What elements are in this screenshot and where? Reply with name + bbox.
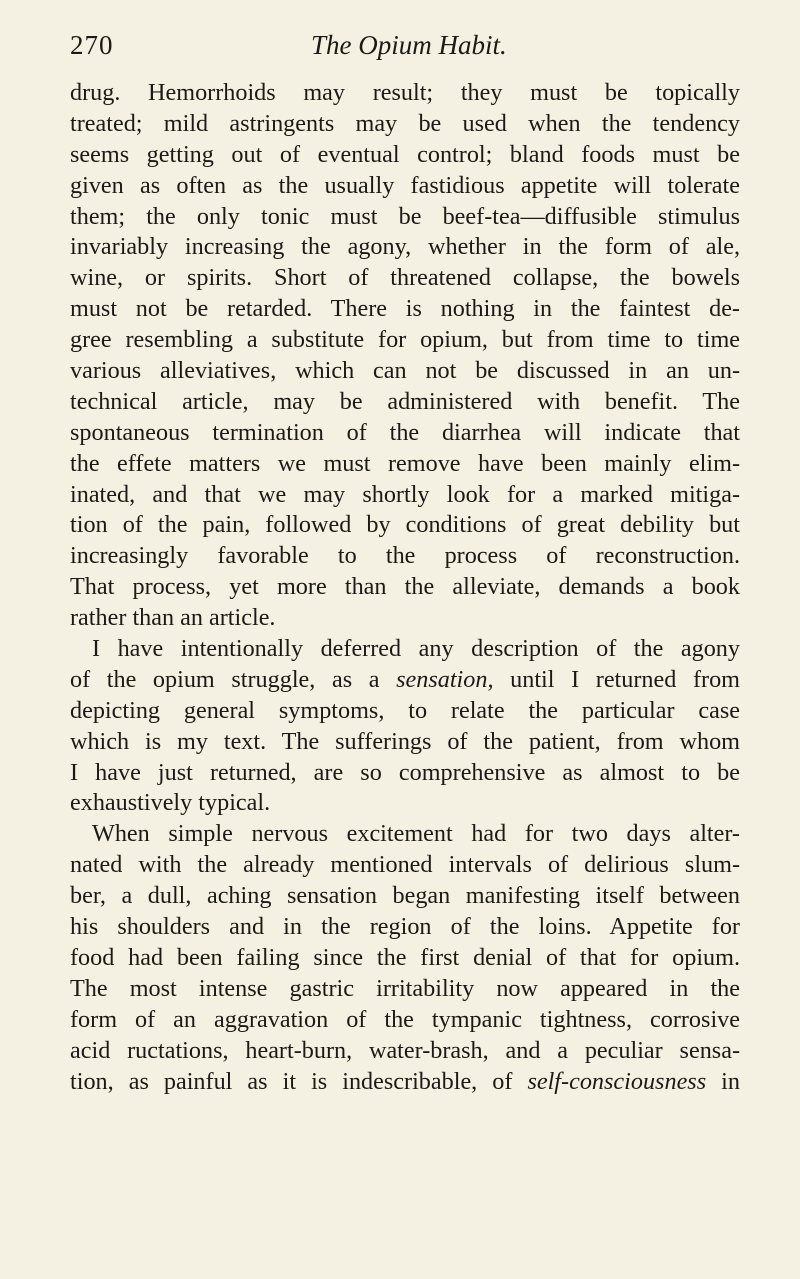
text-line: That process, yet more than the alleviate, demands a book	[70, 573, 740, 601]
text-line: acid ructations, heart-burn, water-brash, and a peculiar sensa-	[70, 1036, 740, 1064]
page-number: 270	[70, 30, 114, 60]
text-line: The most intense gastric irritability now appeared in the	[70, 974, 740, 1002]
text-line: wine, or spirits. Short of threatened collapse, the bowels	[70, 264, 740, 292]
text-line: tion of the pain, followed by conditions of great debility but	[70, 511, 740, 539]
text-line: treated; mild astringents may be used when the tendency	[70, 109, 740, 137]
text-segment: tion, as painful as it is indescribable, of	[70, 1067, 528, 1095]
text-line: increasingly favorable to the process of reconstruction.	[70, 542, 740, 570]
text-line: drug. Hemorrhoids may result; they must be topically	[70, 79, 740, 106]
text-line: various alleviatives, which can not be discussed in an un-	[70, 357, 740, 385]
text-line	[70, 1067, 740, 1098]
text-line: I have just returned, are so comprehensive as almost to be	[70, 758, 740, 786]
text-line: food had been failing since the first denial of that for opium.	[70, 943, 740, 971]
text-line: ber, a dull, aching sensation began manifesting itself between	[70, 882, 740, 910]
text-line: depicting general symptoms, to relate the particular case	[70, 696, 740, 724]
text-segment: of the opium struggle, as a	[70, 665, 397, 693]
text-line: which is my text. The sufferings of the patient, from whom	[70, 727, 740, 755]
text-line: his shoulders and in the region of the loins. Appetite for	[70, 913, 740, 941]
text-line: technical article, may be administered with benefit. The	[70, 387, 740, 415]
text-line: invariably increasing the agony, whether in the form of ale,	[70, 233, 740, 261]
text-line: must not be retarded. There is nothing in the faintest de-	[70, 295, 740, 323]
italic-word: sensation,	[396, 665, 494, 693]
text-line: form of an aggravation of the tympanic tightness, corrosive	[70, 1005, 740, 1033]
text-line: spontaneous termination of the diarrhea will indicate that	[70, 418, 740, 446]
text-line: seems getting out of eventual control; bland foods must be	[70, 140, 740, 168]
text-segment: until I returned from	[493, 665, 740, 693]
text-line: nated with the already mentioned intervals of delirious slum-	[70, 851, 740, 879]
text-line: gree resembling a substitute for opium, but from time to time	[70, 326, 740, 354]
running-title: The Opium Habit.	[311, 30, 507, 60]
page-header	[70, 30, 742, 70]
text-line: them; the only tonic must be beef-tea—diffusible stimulus	[70, 202, 740, 230]
text-line: the effete matters we must remove have been mainly elim-	[70, 449, 740, 477]
text-line: inated, and that we may shortly look for a marked mitiga-	[70, 480, 740, 508]
text-line: given as often as the usually fastidious appetite will tolerate	[70, 171, 740, 199]
italic-word: self-consciousness	[527, 1067, 707, 1095]
text-line: I have intentionally deferred any description of the agony	[92, 635, 740, 663]
text-line: exhaustively typical.	[70, 789, 271, 817]
body-text	[70, 78, 740, 1097]
text-line: rather than an article.	[70, 604, 276, 632]
text-line	[70, 665, 740, 696]
text-line: When simple nervous excitement had for two days alter-	[92, 820, 740, 848]
text-segment: in	[706, 1067, 740, 1095]
